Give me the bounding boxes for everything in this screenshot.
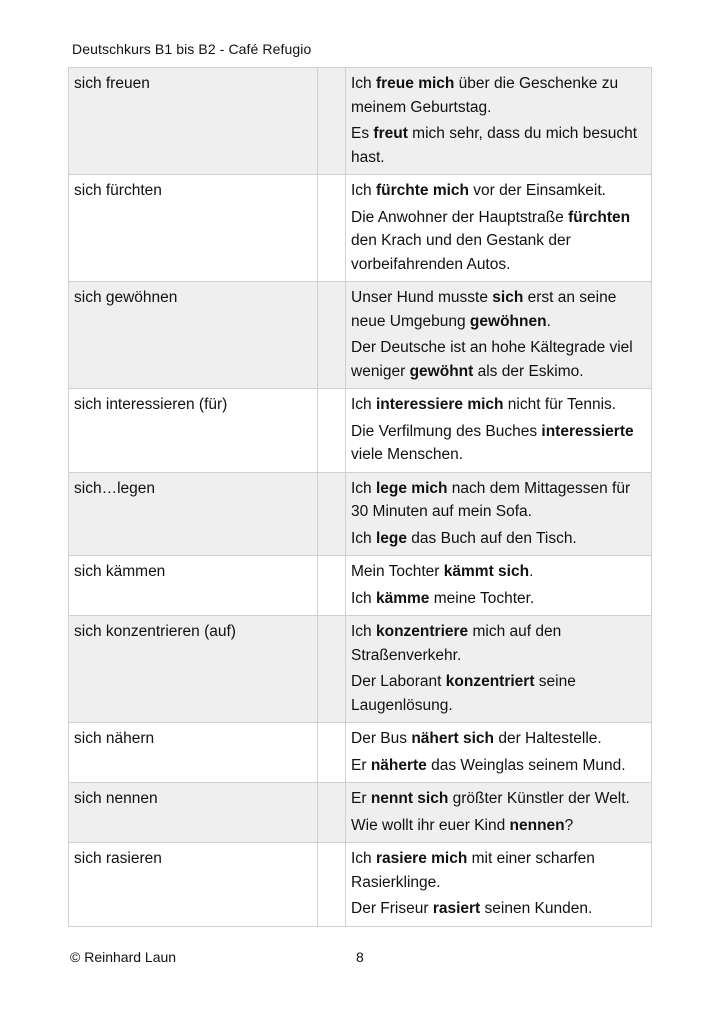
empty-cell [318, 175, 346, 282]
highlighted-verb: rasiere mich [375, 850, 468, 867]
sentence-text: Ich [351, 529, 376, 547]
example-sentence [351, 727, 647, 751]
sentence-text: als der Eskimo. [473, 362, 584, 380]
highlighted-verb: interessierte [541, 422, 634, 440]
footer-copyright: © Reinhard Laun [70, 949, 177, 965]
highlighted-verb: kämmt sich [443, 563, 530, 580]
table-row [69, 556, 652, 616]
page-header-title: Deutschkurs B1 bis B2 - Café Refugio [72, 41, 312, 57]
example-sentence [351, 814, 647, 838]
example-sentence [351, 420, 647, 467]
example-sentence [351, 670, 647, 717]
example-sentence [351, 477, 647, 524]
highlighted-verb: fürchte mich [375, 182, 469, 199]
highlighted-verb: kämme [375, 589, 430, 607]
examples-cell [346, 783, 652, 843]
sentence-text: Ich [351, 396, 376, 413]
sentence-text: seinen Kunden. [480, 900, 593, 917]
highlighted-verb: fürchten [568, 208, 631, 226]
verb-term-cell: sich kämmen [69, 556, 318, 616]
highlighted-verb: nennen [509, 816, 565, 834]
sentence-text: . [546, 312, 551, 330]
highlighted-verb: interessiere mich [375, 396, 504, 413]
sentence-text: mit einer scharfen Rasierklinge. [351, 850, 595, 891]
footer-page-number: 8 [356, 949, 364, 965]
highlighted-verb: nähert sich [411, 730, 495, 747]
sentence-text: Ich [351, 75, 376, 92]
sentence-text: das Buch auf den Tisch. [407, 529, 577, 547]
sentence-text: den Krach und den Gestank der vorbeifahrenden Autos. [351, 232, 571, 273]
sentence-text: seine Laugenlösung. [351, 673, 576, 714]
sentence-text: Wie wollt ihr euer Kind [351, 816, 510, 834]
highlighted-verb: freut [373, 125, 408, 142]
examples-cell [346, 282, 652, 389]
examples-cell [346, 843, 652, 927]
highlighted-verb: konzentriere [375, 623, 469, 640]
highlighted-verb: lege mich [375, 479, 448, 497]
sentence-text: viele Menschen. [351, 446, 464, 463]
table-row [69, 389, 652, 473]
example-sentence [351, 560, 647, 584]
highlighted-verb: freue mich [375, 75, 455, 92]
vocabulary-table [68, 67, 652, 927]
sentence-text: ? [564, 816, 574, 834]
sentence-text: der Haltestelle. [494, 730, 602, 747]
highlighted-verb: konzentriert [445, 673, 535, 690]
sentence-text: Er [351, 756, 371, 774]
empty-cell [318, 556, 346, 616]
sentence-text: mich auf den Straßenverkehr. [351, 623, 562, 664]
sentence-text: Der Laborant [351, 673, 446, 690]
verb-term-cell: sich nennen [69, 783, 318, 843]
sentence-text: größter Künstler der Welt. [448, 790, 630, 807]
example-sentence [351, 393, 647, 417]
table-row [69, 472, 652, 556]
sentence-text: Ich [351, 850, 376, 867]
examples-cell [346, 556, 652, 616]
example-sentence [351, 179, 647, 203]
empty-cell [318, 616, 346, 723]
example-sentence [351, 122, 647, 169]
sentence-text: . [529, 563, 534, 580]
table-row [69, 616, 652, 723]
verb-term-cell: sich gewöhnen [69, 282, 318, 389]
example-sentence [351, 787, 647, 811]
highlighted-verb: lege [375, 529, 407, 547]
empty-cell [318, 472, 346, 556]
example-sentence [351, 587, 647, 611]
example-sentence [351, 72, 647, 119]
sentence-text: meine Tochter. [429, 589, 535, 607]
examples-cell [346, 175, 652, 282]
sentence-text: Unser Hund musste [351, 289, 493, 306]
empty-cell [318, 389, 346, 473]
sentence-text: über die Geschenke zu meinem Geburtstag. [351, 75, 619, 116]
empty-cell [318, 723, 346, 783]
sentence-text: nicht für Tennis. [503, 396, 617, 413]
example-sentence [351, 620, 647, 667]
table-row [69, 783, 652, 843]
sentence-text: erst an seine neue Umgebung [351, 289, 617, 330]
verb-term-cell: sich freuen [69, 68, 318, 175]
empty-cell [318, 843, 346, 927]
example-sentence [351, 754, 647, 778]
verb-term-cell: sich nähern [69, 723, 318, 783]
sentence-text: Der Deutsche ist an hohe Kältegrade viel weniger [351, 339, 633, 380]
highlighted-verb: gewöhnt [409, 362, 474, 380]
example-sentence [351, 527, 647, 551]
table-row [69, 175, 652, 282]
examples-cell [346, 472, 652, 556]
verb-term-cell: sich fürchten [69, 175, 318, 282]
example-sentence [351, 897, 647, 921]
table-row [69, 723, 652, 783]
verb-term-cell: sich konzentrieren (auf) [69, 616, 318, 723]
table-row [69, 68, 652, 175]
sentence-text: Die Verfilmung des Buches [351, 422, 542, 440]
highlighted-verb: gewöhnen [469, 312, 547, 330]
sentence-text: Die Anwohner der Hauptstraße [351, 208, 569, 226]
sentence-text: vor der Einsamkeit. [469, 182, 606, 199]
sentence-text: Er [351, 790, 371, 807]
sentence-text: Ich [351, 589, 376, 607]
example-sentence [351, 286, 647, 333]
example-sentence [351, 336, 647, 383]
example-sentence [351, 206, 647, 277]
sentence-text: Ich [351, 479, 376, 497]
sentence-text: Mein Tochter [351, 563, 444, 580]
sentence-text: das Weinglas seinem Mund. [426, 756, 626, 774]
sentence-text: Ich [351, 182, 376, 199]
table-row [69, 843, 652, 927]
examples-cell [346, 616, 652, 723]
examples-cell [346, 389, 652, 473]
sentence-text: Der Bus [351, 730, 412, 747]
empty-cell [318, 783, 346, 843]
verb-term-cell: sich interessieren (für) [69, 389, 318, 473]
verb-term-cell: sich rasieren [69, 843, 318, 927]
highlighted-verb: sich [492, 289, 524, 306]
sentence-text: mich sehr, dass du mich besucht hast. [351, 125, 638, 166]
examples-cell [346, 68, 652, 175]
example-sentence [351, 847, 647, 894]
sentence-text: nach dem Mittagessen für 30 Minuten auf mein Sofa. [351, 479, 631, 520]
highlighted-verb: nennt sich [370, 790, 449, 807]
highlighted-verb: rasiert [432, 900, 481, 917]
examples-cell [346, 723, 652, 783]
vocabulary-table-body [69, 68, 652, 927]
table-row [69, 282, 652, 389]
sentence-text: Ich [351, 623, 376, 640]
highlighted-verb: näherte [370, 756, 427, 774]
sentence-text: Es [351, 125, 374, 142]
verb-term-cell: sich…legen [69, 472, 318, 556]
sentence-text: Der Friseur [351, 900, 433, 917]
empty-cell [318, 68, 346, 175]
empty-cell [318, 282, 346, 389]
